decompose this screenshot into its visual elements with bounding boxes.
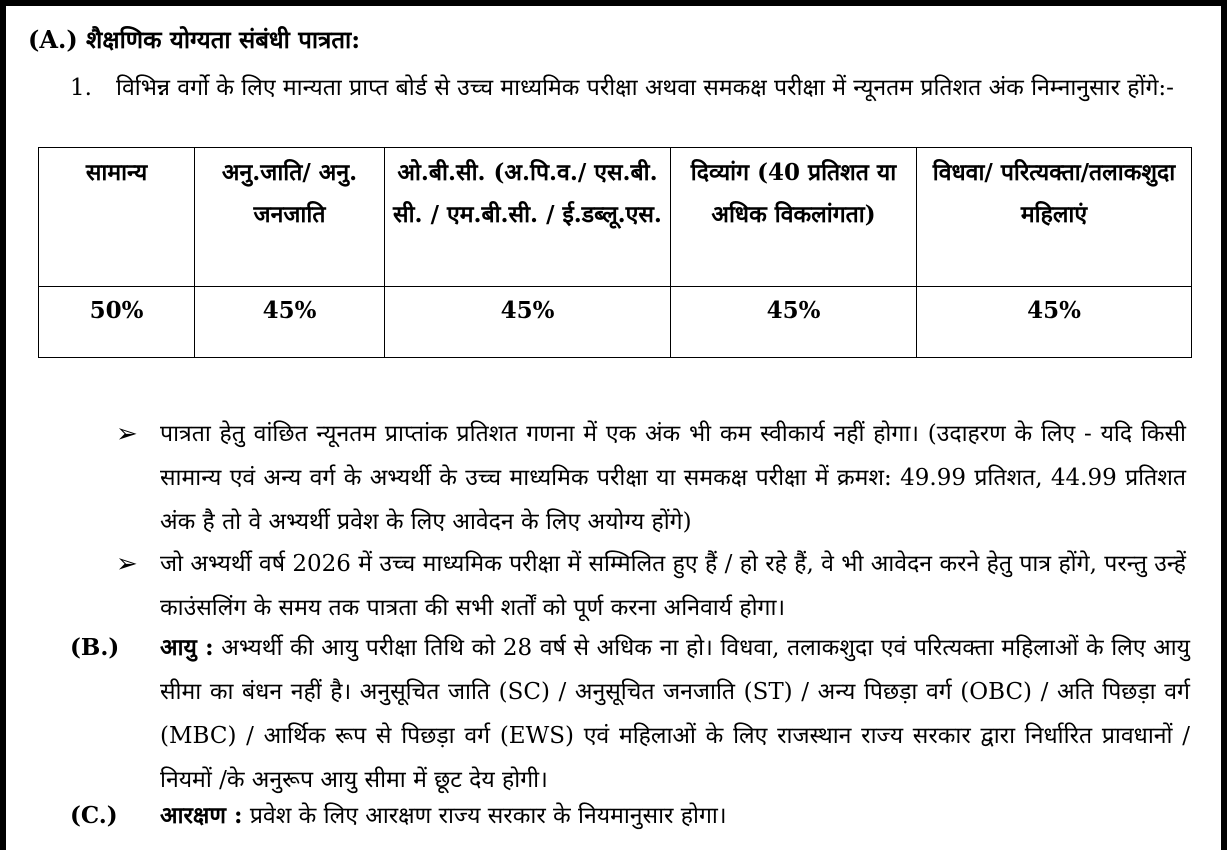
value-sc-st: 45% bbox=[195, 287, 385, 358]
header-obc: ओ.बी.सी. (अ.पि.व./ एस.बी. सी. / एम.बी.सी. / ई.डब्लू.एस. bbox=[385, 148, 671, 287]
value-widow: 45% bbox=[917, 287, 1192, 358]
section-b-body bbox=[160, 626, 1190, 802]
section-b-text: अभ्यर्थी की आयु परीक्षा तिथि को 28 वर्ष से अधिक ना हो। विधवा, तलाकशुदा एवं परित्यक्ता महिलाओं के लिए आयु सीमा का बंधन नहीं है। अनुसूचित जाति (SC) / अनुसूचित जनजाति (ST) / अन्य पिछड़ा वर्ग (OBC) / अति पिछड़ा वर्ग (MBC) / आर्थिक रूप से पिछड़ा वर्ग (EWS) एवं महिलाओं के लिए राजस्थान राज्य सरकार द्वारा निर्धारित प्रावधानों / नियमों /के अनुरूप आयु सीमा में छूट देय होगी। bbox=[160, 635, 1191, 793]
section-b-title: आयु : bbox=[160, 634, 214, 661]
arrow-bullet-icon: ➢ bbox=[116, 419, 138, 449]
bullet-text: पात्रता हेतु वांछित न्यूनतम प्राप्तांक प्रतिशत गणना में एक अंक भी कम स्वीकार्य नहीं होगा। (उदाहरण के लिए - यदि किसी सामान्य एवं अन्य वर्ग के अभ्यर्थी के उच्च माध्यमिक परीक्षा या समकक्ष परीक्षा में क्रमश: 49.99 प्रतिशत, 44.99 प्रतिशत अंक है तो वे अभ्यर्थी प्रवेश के लिए आवेदन के लिए अयोग्य होंगे) bbox=[160, 421, 1186, 535]
value-disabled: 45% bbox=[671, 287, 917, 358]
table-header-row bbox=[39, 148, 1192, 287]
item-1-text: विभिन्न वर्गो के लिए मान्यता प्राप्त बोर्ड से उच्च माध्यमिक परीक्षा अथवा समकक्ष परीक्षा में न्यूनतम प्रतिशत अंक निम्नानुसार होंगे:- bbox=[116, 75, 1174, 101]
minimum-marks-table bbox=[38, 147, 1192, 358]
table-row bbox=[39, 287, 1192, 358]
item-1-number: 1. bbox=[70, 75, 92, 101]
arrow-bullet-icon: ➢ bbox=[116, 549, 138, 579]
bullet-text: जो अभ्यर्थी वर्ष 2026 में उच्च माध्यमिक परीक्षा में सम्मिलित हुए हैं / हो रहे हैं, वे भी आवेदन करने हेतु पात्र होंगे, परन्तु उन्हें काउंसलिंग के समय तक पात्रता की सभी शर्तों को पूर्ण करना अनिवार्य होगा। bbox=[160, 551, 1186, 621]
section-b-label: (B.) bbox=[70, 634, 120, 661]
section-c-title: आरक्षण : bbox=[160, 802, 243, 829]
header-widow: विधवा/ परित्यक्ता/तलाकशुदा महिलाएं bbox=[917, 148, 1192, 287]
section-c-label: (C.) bbox=[70, 802, 118, 829]
value-obc: 45% bbox=[385, 287, 671, 358]
section-c-body bbox=[160, 794, 1190, 838]
document-page bbox=[6, 6, 1221, 850]
header-sc-st: अनु.जाति/ अनु. जनजाति bbox=[195, 148, 385, 287]
section-a-heading: (A.) शैक्षणिक योग्यता संबंधी पात्रता: bbox=[28, 25, 361, 54]
value-general: 50% bbox=[39, 287, 195, 358]
section-c-text: प्रवेश के लिए आरक्षण राज्य सरकार के नियमानुसार होगा। bbox=[242, 803, 727, 829]
header-general: सामान्य bbox=[39, 148, 195, 287]
header-disabled: दिव्यांग (40 प्रतिशत या अधिक विकलांगता) bbox=[671, 148, 917, 287]
